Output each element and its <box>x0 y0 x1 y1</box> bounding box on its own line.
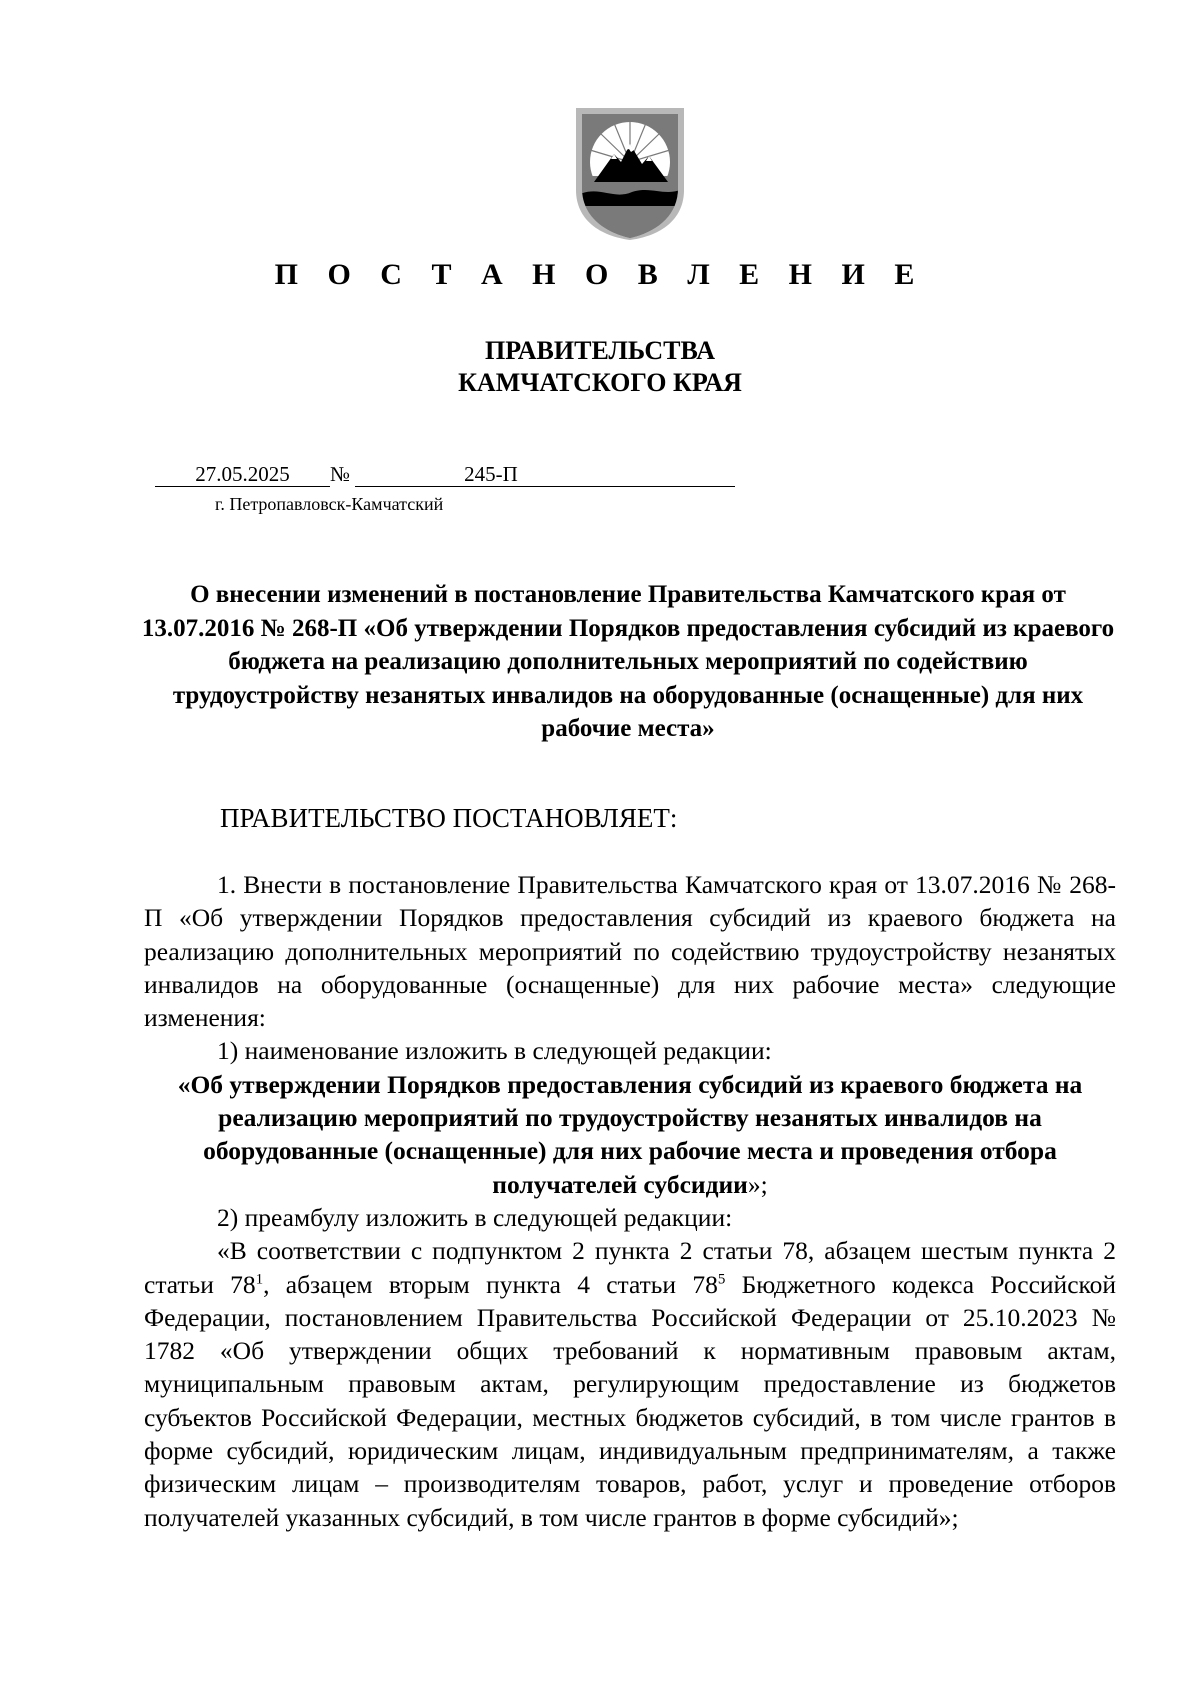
document-title: О внесении изменений в постановление Правительства Камчатского края от 13.07.2016 № 268-П «Об утверждении Порядков предоставления субсидий из краевого бюджета на реализацию дополнительных мероприятий по содействию трудоустройству незанятых инвалидов на оборудованные (оснащенные) для них рабочие места» <box>141 581 1115 742</box>
preamble-paragraph <box>144 1234 1116 1534</box>
kamchatka-coat-of-arms-icon <box>574 106 686 240</box>
issuer-heading <box>0 335 1200 399</box>
preamble-part-b: , абзацем вторым пункта 4 статьи 78 <box>263 1269 718 1299</box>
quote-close: »; <box>747 1169 768 1199</box>
resolves-heading: ПРАВИТЕЛЬСТВО ПОСТАНОВЛЯЕТ: <box>220 803 678 833</box>
issuer-line-2: КАМЧАТСКОГО КРАЯ <box>458 368 742 397</box>
preamble-part-a: «В соответствии с подпунктом 2 пункта 2 статьи 78, абзацем шестым пункта 2 статьи 78 <box>144 1236 1116 1299</box>
paragraph-item-2: 2) преамбулу изложить в следующей редакции: <box>217 1202 733 1232</box>
superscript-1: 1 <box>255 1271 264 1288</box>
document-number: 245-П <box>464 462 518 486</box>
paragraph-1: 1. Внести в постановление Правительства Камчатского края от 13.07.2016 № 268-П «Об утверждении Порядков предоставления субсидий из краевого бюджета на реализацию дополнительных мероприятий по содействию трудоустройству незанятых инвалидов на оборудованные (оснащенные) для них рабочие места» следующие изменения: <box>144 870 1116 1033</box>
document-date: 27.05.2025 <box>155 462 330 487</box>
number-sign: № <box>330 462 351 486</box>
paragraph-item-1: 1) наименование изложить в следующей редакции: <box>217 1036 772 1066</box>
city-name: г. Петропавловск-Камчатский <box>215 494 444 514</box>
quote-open: « <box>177 1069 191 1099</box>
new-title-quote <box>144 1068 1116 1201</box>
document-type-heading: П О С Т А Н О В Л Е Н И Е <box>274 258 926 291</box>
document-number-field <box>355 462 735 487</box>
issuer-line-1: ПРАВИТЕЛЬСТВА <box>485 336 715 365</box>
document-body <box>144 868 1116 1534</box>
quote-bold-text: Об утверждении Порядков предоставления субсидий из краевого бюджета на реализацию мероприятий по трудоустройству незанятых инвалидов на оборудованные (оснащенные) для них рабочие места и проведения отбора получателей субсидии <box>190 1069 1083 1199</box>
preamble-part-c: Бюджетного кодекса Российской Федерации, постановлением Правительства Российской Федерации от 25.10.2023 № 1782 «Об утверждении общих требований к нормативным правовым актам, муниципальным правовым актам, регулирующим предоставление из бюджетов субъектов Российской Федерации, местных бюджетов субсидий, в том числе грантов в форме субсидий, юридическим лицам, индивидуальным предпринимателям, а также физическим лицам – производителям товаров, работ, услуг и проведение отборов получателей указанных субсидий, в том числе грантов в форме субсидий»; <box>144 1269 1116 1532</box>
superscript-5: 5 <box>717 1271 726 1288</box>
